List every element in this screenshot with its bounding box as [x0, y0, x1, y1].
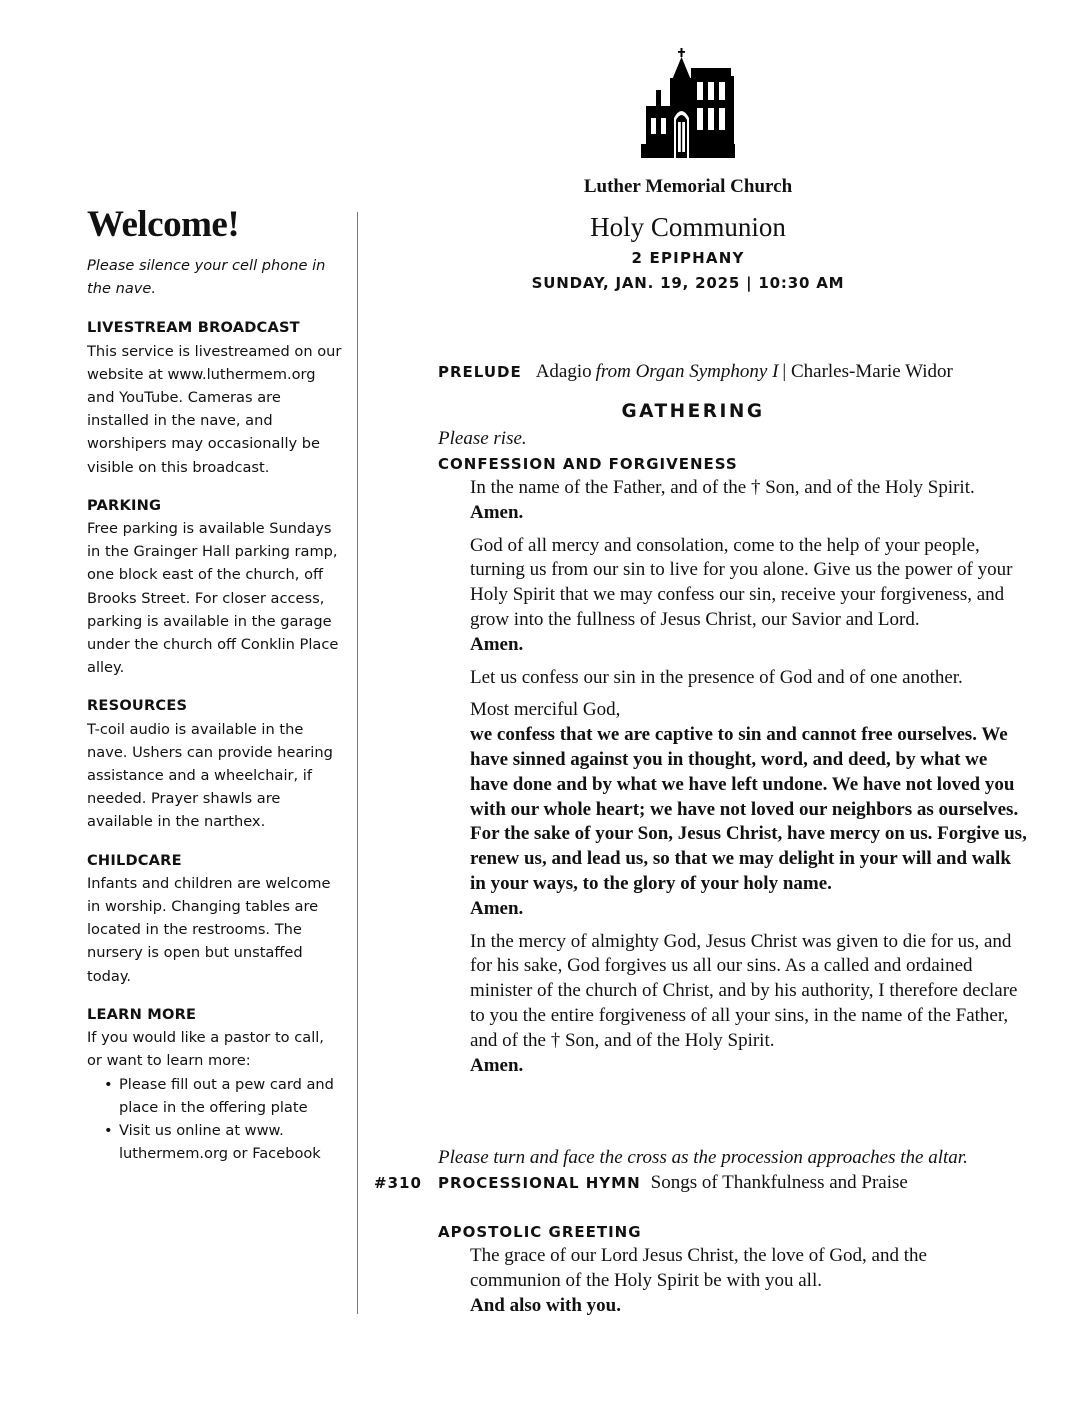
- learn-more-text: If you would like a pastor to call, or want to learn more:: [87, 1029, 324, 1070]
- resources-text: T-coil audio is available in the nave. Ushers can provide hearing assistance and a wheelchair, if needed. Prayer shawls are available in the narthex.: [87, 720, 333, 831]
- parking-text: Free parking is available Sundays in the Grainger Hall parking ramp, one block east of the church, off Brooks Street. For closer access, parking is available in the garage under the church off Conklin Place alley.: [87, 520, 339, 677]
- bullet-icon: •: [104, 1075, 113, 1093]
- bullet-icon: •: [104, 1121, 113, 1139]
- prelude-from: from Organ Symphony I: [595, 361, 779, 382]
- parking-heading: PARKING: [87, 496, 162, 514]
- congregation-response: Amen.: [470, 501, 524, 523]
- livestream-text: This service is livestreamed on our website at www.luthermem.org and YouTube. Cameras are installed in the nave, and worshipers may occasionally be visible on this broadcast.: [87, 342, 342, 476]
- childcare-text: Infants and children are welcome in worship. Changing tables are located in the restrooms. The nursery is open but unstaffed today.: [87, 874, 331, 985]
- congregation-confession: we confess that we are captive to sin and cannot free ourselves. We have sinned against you in thought, word, and deed, by what we have done and by what we have left undone. We have not loved you with our whole heart; we have not loved our neighbors as ourselves. For the sake of your Son, Jesus Christ, have mercy on us. Forgive us, renew us, and lead us, so that we may delight in your will and walk in your ways, to the glory of your holy name.: [470, 724, 1027, 894]
- hymn-title: Songs of Thankfulness and Praise: [650, 1172, 908, 1193]
- service-title: Holy Communion: [590, 212, 786, 242]
- leader-text: Let us confess our sin in the presence of God and of one another.: [470, 666, 963, 688]
- leader-text: In the mercy of almighty God, Jesus Christ was given to die for us, and for his sake, God forgives us all our sins. As a called and ordained minister of the church of Christ, and by his authority, I therefore declare to you the entire forgiveness of all your sins, in the name of the Father, and of the † Son, and of the Holy Spirit.: [470, 930, 1018, 1051]
- confession-body: [470, 476, 1030, 1086]
- list-item-text: Please fill out a pew card and place in the offering plate: [119, 1075, 334, 1116]
- welcome-sidebar: [87, 200, 342, 1165]
- hymn-number: #310: [374, 1174, 422, 1192]
- prelude-composer: | Charles-Marie Widor: [782, 361, 953, 382]
- hymn-label: PROCESSIONAL HYMN: [438, 1174, 641, 1192]
- church-name: Luther Memorial Church: [583, 176, 793, 197]
- leader-text: God of all mercy and consolation, come to the help of your people, turning us from our sin to live for you alone. Give us the power of your Holy Spirit that we may confess our sin, receive your forgiveness, and grow into the fullness of Jesus Christ, our Savior and Lord.: [470, 534, 1013, 630]
- leader-text: In the name of the Father, and of the † Son, and of the Holy Spirit.: [470, 477, 975, 498]
- greeting-heading: APOSTOLIC GREETING: [438, 1223, 642, 1241]
- list-item: [101, 1119, 342, 1165]
- confession-heading: CONFESSION AND FORGIVENESS: [438, 455, 738, 473]
- church-logo: [641, 48, 735, 158]
- congregation-response: Amen.: [470, 1054, 524, 1076]
- learn-more-heading: LEARN MORE: [87, 1005, 197, 1023]
- list-item-text: Visit us online at www. luthermem.org or Facebook: [119, 1121, 321, 1163]
- livestream-heading: LIVESTREAM BROADCAST: [87, 319, 300, 337]
- procession-rubric: Please turn and face the cross as the procession approaches the altar.: [438, 1147, 968, 1168]
- processional-hymn-row: [438, 1170, 908, 1196]
- confession-paragraph: [470, 666, 1030, 691]
- service-date-time: SUNDAY, JAN. 19, 2025 | 10:30 AM: [531, 274, 845, 292]
- congregation-response: Amen.: [470, 633, 524, 655]
- prelude-row: [438, 359, 953, 386]
- childcare-heading: CHILDCARE: [87, 851, 182, 869]
- column-divider: [357, 212, 358, 1314]
- gathering-heading: GATHERING: [621, 401, 765, 422]
- greeting-body: [470, 1244, 1010, 1318]
- silence-note: Please silence your cell phone in the nave.: [87, 257, 326, 298]
- welcome-title: Welcome!: [87, 204, 240, 245]
- confession-paragraph: [470, 476, 1030, 526]
- list-item: [101, 1073, 342, 1119]
- leader-text: The grace of our Lord Jesus Christ, the love of God, and the communion of the Holy Spirit be with you all.: [470, 1245, 927, 1291]
- congregation-response: Amen.: [470, 897, 524, 919]
- confession-paragraph: [470, 930, 1030, 1079]
- service-week: 2 EPIPHANY: [631, 249, 745, 267]
- congregation-response: And also with you.: [470, 1294, 621, 1316]
- resources-heading: RESOURCES: [87, 697, 188, 715]
- prelude-label: PRELUDE: [438, 363, 522, 381]
- confession-paragraph: [470, 698, 1030, 921]
- please-rise-rubric: Please rise.: [438, 428, 527, 449]
- leader-text: Most merciful God,: [470, 699, 621, 721]
- learn-more-list: [87, 1073, 342, 1166]
- confession-paragraph: [470, 534, 1030, 658]
- prelude-title: Adagio: [535, 361, 592, 382]
